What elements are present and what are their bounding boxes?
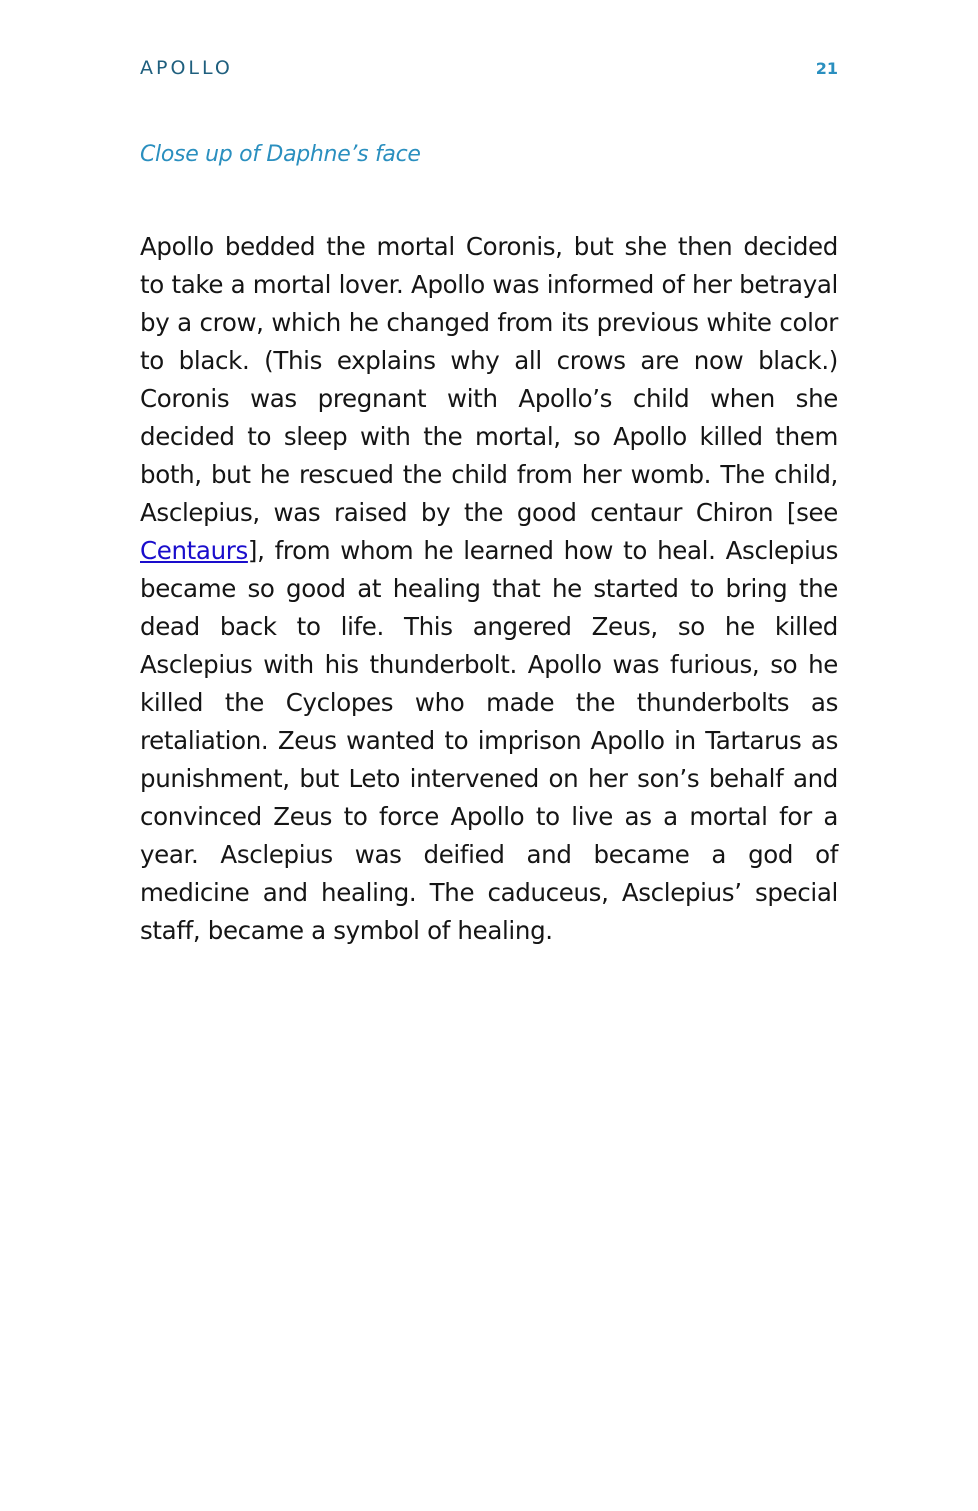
section-title: APOLLO — [140, 57, 233, 79]
image-caption: Close up of Daphne’s face — [140, 142, 421, 167]
page-number: 21 — [815, 59, 838, 78]
paragraph-text-after-link: ], from whom he learned how to heal. Asclepius became so good at healing that he started to bring the dead back to life. This angered Zeus, so he killed Asclepius with his thunderbolt. Apollo was furious, so he killed the Cyclopes who made the thunderbolts as retaliation. Zeus wanted to imprison Apollo in Tartarus as punishment, but Leto intervened on her son’s behalf and convinced Zeus to force Apollo to live as a mortal for a year. Asclepius was deified and became a god of medicine and healing. The caduceus, Asclepius’ special staff, became a symbol of healing. — [140, 535, 838, 945]
running-header — [140, 57, 838, 85]
body-paragraph — [140, 228, 838, 950]
centaurs-link[interactable]: Centaurs — [140, 535, 248, 565]
paragraph-text-before-link: Apollo bedded the mortal Coronis, but she then decided to take a mortal lover. Apollo was informed of her betrayal by a crow, which he changed from its previous white color to black. (This explains why all crows are now black.) Coronis was pregnant with Apollo’s child when she decided to sleep with the mortal, so Apollo killed them both, but he rescued the child from her womb. The child, Asclepius, was raised by the good centaur Chiron [see — [140, 231, 838, 527]
